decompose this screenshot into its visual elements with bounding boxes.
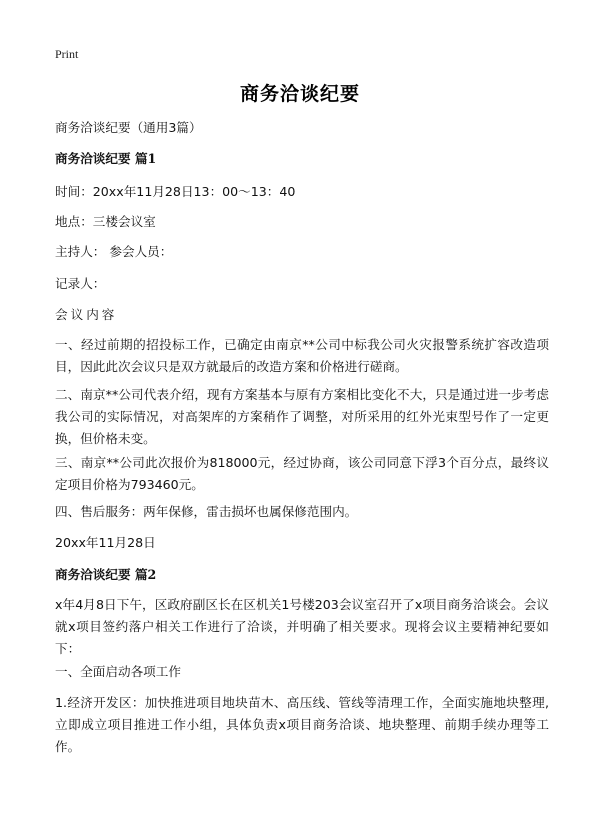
meeting-time: 时间：20xx年11月28日13：00～13：40 (55, 184, 296, 199)
meeting-host: 主持人： 参会人员： (55, 244, 173, 259)
section1-date: 20xx年11月28日 (55, 535, 156, 550)
paragraph-2-2: 1.经济开发区：加快推进项目地块苗木、高压线、管线等清理工作，全面实施地块整理,立即成立项目推进工作小组，具体负责x项目商务洽谈、地块整理、前期手续办理等工作。 (55, 695, 549, 754)
paragraph-1-3: 三、南京**公司此次报价为818000元，经过协商，该公司同意下浮3个百分点，最终议定项目价格为793460元。 (55, 455, 549, 492)
section-heading-1: 商务洽谈纪要 篇1 (55, 151, 157, 166)
print-label: Print (55, 47, 79, 61)
page-title: 商务洽谈纪要 (239, 83, 360, 105)
document-subtitle: 商务洽谈纪要（通用3篇） (55, 120, 202, 135)
section-heading-2: 商务洽谈纪要 篇2 (55, 567, 157, 582)
list-item-heading: 一、全面启动各项工作 (55, 664, 181, 679)
paragraph-2-1: x年4月8日下午，区政府副区长在区机关1号楼203会议室召开了x项目商务洽谈会。会议就x项目签约落户相关工作进行了洽谈，并明确了相关要求。现将会议主要精神纪要如下： (55, 597, 549, 656)
paragraph-1-2: 二、南京**公司代表介绍，现有方案基本与原有方案相比变化不大，只是通过进一步考虑我公司的实际情况，对高架库的方案稍作了调整，对所采用的红外光束型号作了一定更换，但价格未变。 (55, 387, 549, 446)
content-label: 会议内容 (55, 307, 118, 322)
meeting-recorder: 记录人： (55, 276, 106, 291)
meeting-place: 地点：三楼会议室 (55, 214, 156, 229)
paragraph-1-4: 四、售后服务：两年保修，雷击损坏也属保修范围内。 (55, 504, 358, 519)
paragraph-1-1: 一、经过前期的招投标工作，已确定由南京**公司中标我公司火灾报警系统扩容改造项目，因此此次会议只是双方就最后的改造方案和价格进行磋商。 (55, 337, 549, 374)
